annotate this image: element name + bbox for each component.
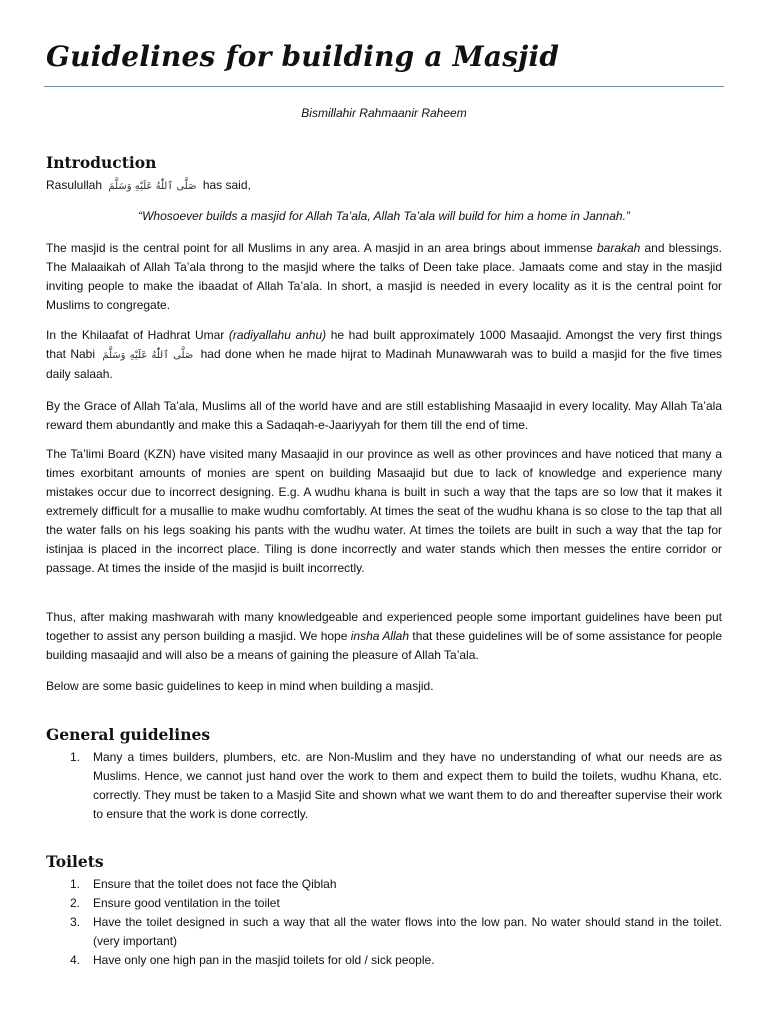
list-number: 1. — [70, 877, 81, 891]
p5-emphasis: insha Allah — [350, 629, 410, 643]
bismillah-line: Bismillahir Rahmaanir Raheem — [301, 106, 467, 120]
p2-text-a: In the Khilaafat of Hadhrat Umar — [46, 328, 229, 342]
heading-toilets: Toilets — [46, 852, 104, 871]
paragraph-2 — [46, 326, 722, 384]
list-item — [46, 951, 722, 970]
general-guidelines-list — [46, 748, 722, 824]
intro-suffix: has said, — [202, 178, 251, 192]
p5-text-b: that these guidelines will be of some assistance for people building masaajid and will also be a means of gaining the pleasure of Allah Ta’ala. — [46, 629, 722, 662]
salutation-glyph: صَلَّى ٱللّٰهُ عَلَيْهِ وَسَلَّمَ — [108, 181, 197, 192]
heading-general-guidelines: General guidelines — [46, 725, 211, 744]
list-item-text: Have the toilet designed in such a way that all the water flows into the low pan. No water should stand in the toilet. (very important) — [93, 915, 722, 948]
paragraph-1 — [46, 239, 722, 315]
p1-text-b: and blessings. The Malaaikah of Allah Ta’ala throng to the masjid where the talks of Deen take place. Jamaats come and stay in the masjid inviting people to make the ibaadat of Allah Ta’ala. In short, a masjid is needed in every locality as it is the central point for Muslims to congregate. — [46, 241, 722, 312]
heading-introduction: Introduction — [46, 153, 157, 172]
paragraph-6: Below are some basic guidelines to keep in mind when building a masjid. — [46, 679, 434, 693]
list-item — [46, 913, 722, 951]
title-underline — [44, 86, 724, 87]
intro-line — [46, 176, 722, 196]
list-item — [46, 875, 722, 894]
list-item — [46, 894, 722, 913]
toilets-list — [46, 875, 722, 970]
paragraph-3: By the Grace of Allah Ta’ala, Muslims all of the world have and are still establishing Masaajid in every locality. May Allah Ta’ala reward them abundantly and make this a Sadaqah-e-Jaariyyah for them till the end of time. — [46, 399, 722, 432]
intro-prefix: Rasulullah — [46, 178, 103, 192]
p1-emphasis: barakah — [596, 241, 641, 255]
p2-text-c: had done when he made hijrat to Madinah Munawwarah was to build a masjid for the five times daily salaah. — [46, 347, 722, 381]
p5-text-a: Thus, after making mashwarah with many knowledgeable and experienced people some important guidelines have been put together to assist any person building a masjid. We hope — [46, 610, 722, 643]
list-number: 1. — [70, 750, 81, 764]
p2-emphasis: (radiyallahu anhu) — [228, 328, 327, 342]
list-item-text: Ensure good ventilation in the toilet — [93, 896, 280, 910]
hadith-quote: “Whosoever builds a masjid for Allah Ta’ala, Allah Ta’ala will build for him a home in Jannah.” — [138, 209, 630, 223]
list-number: 2. — [70, 896, 81, 910]
list-item-text: Ensure that the toilet does not face the Qiblah — [93, 877, 337, 891]
list-number: 4. — [70, 953, 81, 967]
list-item-text: Have only one high pan in the masjid toilets for old / sick people. — [93, 953, 435, 967]
list-item-text: Many a times builders, plumbers, etc. are Non-Muslim and they have no understanding of what our needs are as Muslims. Hence, we cannot just hand over the work to them and expect them to build the toilets, wudhu Khana, etc. correctly. They must be taken to a Masjid Site and shown what we want them to do and thereafter supervise their work to ensure that the work is done correctly. — [93, 750, 722, 821]
paragraph-4: The Ta’limi Board (KZN) have visited many Masaajid in our province as well as other provinces and have noticed that many a times exorbitant amounts of monies are spent on building Masaajid but due to lack of knowledge and experience many mistakes occur due to incorrect designing. E.g. A wudhu khana is built in such a way that the taps are so low that it makes it extremely difficult for a musallie to make wudhu comfortably. At times the seat of the wudhu khana is so close to the tap that all the water falls on his legs soaking his pants with the wudhu water. At times the toilets are built in such a way that the tap for istinjaa is placed in the incorrect place. Tiling is done incorrectly and water stands which then messes the entire corridor or passage. At times the inside of the masjid is built incorrectly. — [46, 447, 722, 575]
list-item — [46, 748, 722, 824]
p2-text-b: he had built approximately 1000 Masaajid. Amongst the very first things that Nabi — [46, 328, 722, 361]
list-number: 3. — [70, 915, 81, 929]
salutation-glyph-2: صَلَّى ٱللّٰهُ عَلَيْهِ وَسَلَّمَ — [102, 350, 194, 361]
p1-text-a: The masjid is the central point for all Muslims in any area. A masjid in an area brings about immense — [46, 241, 597, 255]
paragraph-5 — [46, 608, 722, 665]
document-title: Guidelines for building a Masjid — [46, 40, 560, 73]
